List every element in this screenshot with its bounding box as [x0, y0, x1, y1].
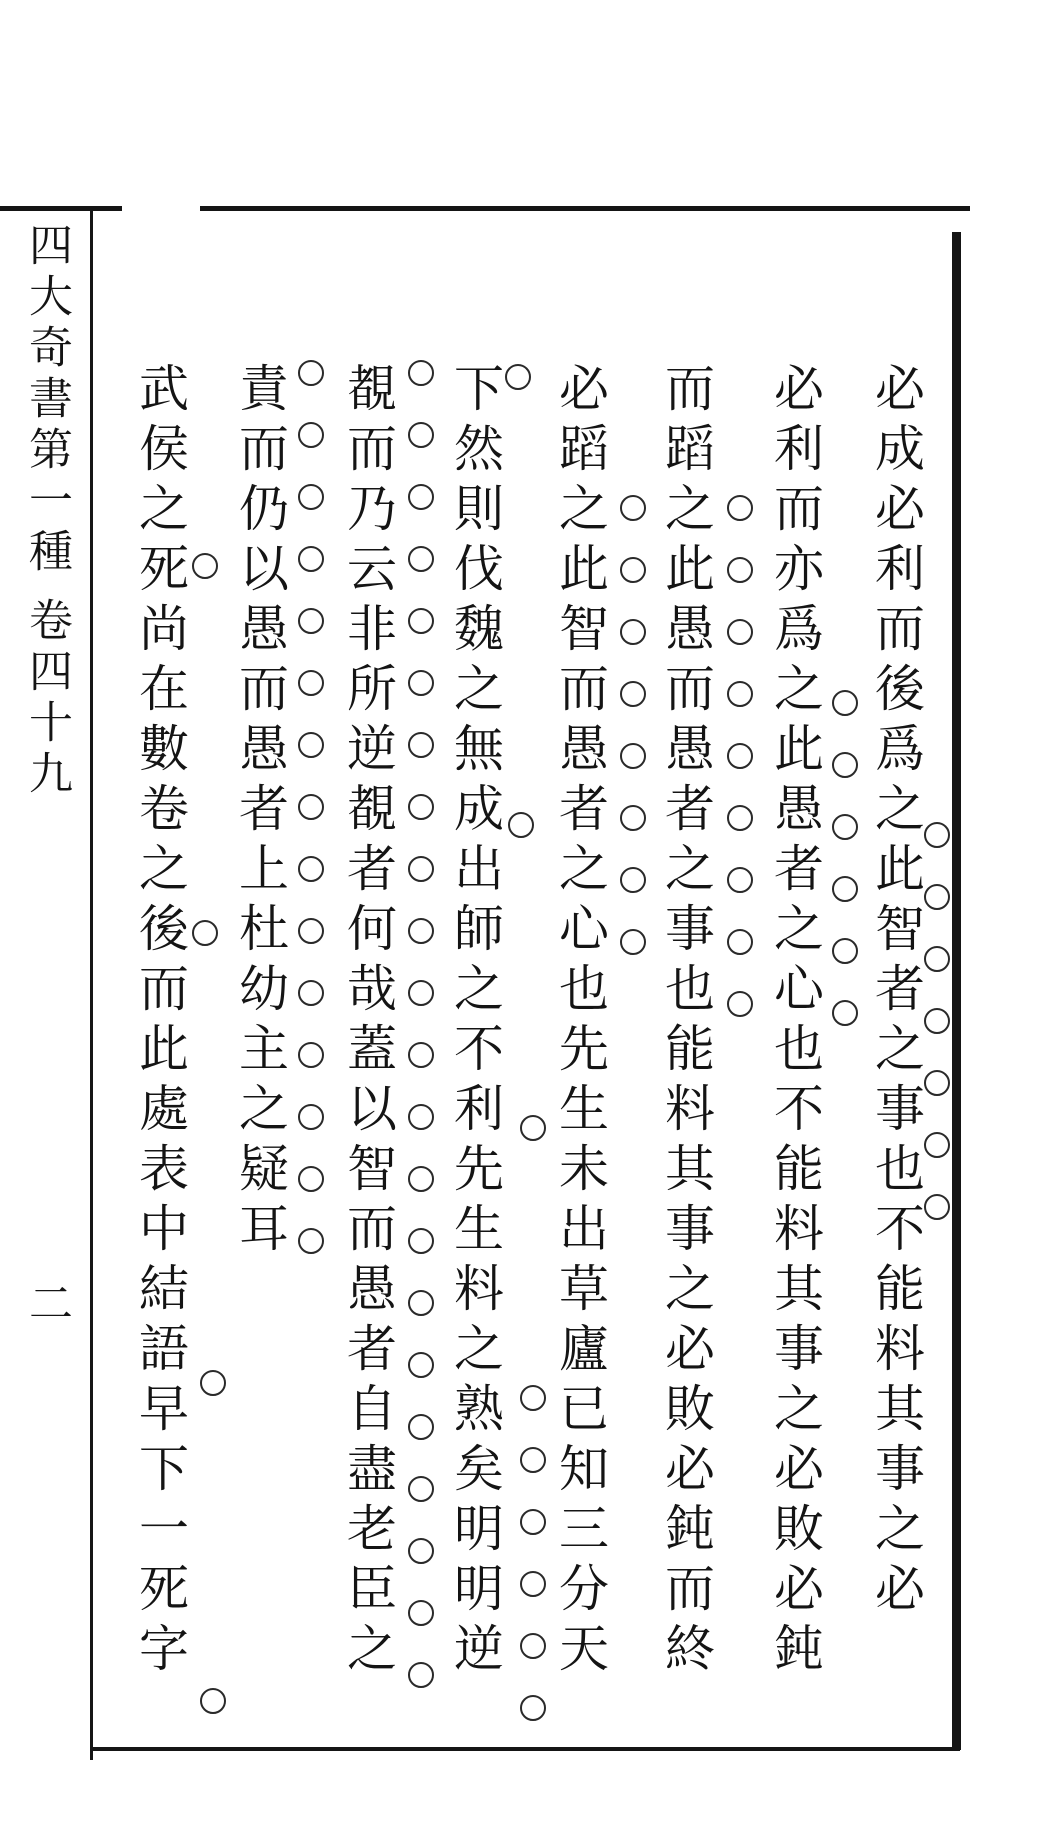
emphasis-circle [520, 1571, 546, 1597]
book-title: 四大奇書第一種卷四十九 [21, 222, 72, 801]
emphasis-circle [620, 805, 646, 831]
bottom-rule [90, 1747, 960, 1751]
emphasis-circle [408, 1600, 434, 1626]
emphasis-circle [408, 1290, 434, 1316]
emphasis-circle [298, 918, 324, 944]
emphasis-circle [832, 938, 858, 964]
emphasis-circle [620, 867, 646, 893]
emphasis-circle [408, 546, 434, 572]
emphasis-circle [727, 495, 753, 521]
text-column-2: 必利而亦爲之此愚者之心也不能料其事之必敗必鈍 [766, 362, 824, 1682]
volume-label: 卷四十九 [21, 597, 72, 801]
emphasis-circle [298, 670, 324, 696]
emphasis-circle [727, 681, 753, 707]
emphasis-circle [832, 690, 858, 716]
emphasis-circle [832, 1000, 858, 1026]
text-column-7: 責而仍以愚而愚者上杜幼主之疑耳 [231, 362, 289, 1262]
emphasis-circle [508, 812, 534, 838]
emphasis-circle [408, 980, 434, 1006]
emphasis-circle [620, 681, 646, 707]
emphasis-circle [408, 608, 434, 634]
emphasis-circle [620, 743, 646, 769]
emphasis-circle [200, 1370, 226, 1396]
top-rule-main [200, 206, 970, 211]
emphasis-circle [298, 546, 324, 572]
emphasis-circle [520, 1633, 546, 1659]
emphasis-circle [727, 743, 753, 769]
emphasis-circle [408, 918, 434, 944]
emphasis-circle [924, 822, 950, 848]
emphasis-circle [924, 884, 950, 910]
emphasis-circle [924, 946, 950, 972]
emphasis-circle [408, 856, 434, 882]
emphasis-circle [408, 1228, 434, 1254]
left-border [90, 210, 93, 1760]
emphasis-circle [408, 1538, 434, 1564]
emphasis-circle [408, 422, 434, 448]
emphasis-circle [408, 360, 434, 386]
emphasis-circle [727, 619, 753, 645]
emphasis-circle [924, 1008, 950, 1034]
emphasis-circle [408, 732, 434, 758]
emphasis-circle [298, 1042, 324, 1068]
emphasis-circle [298, 1228, 324, 1254]
emphasis-circle [298, 360, 324, 386]
emphasis-circle [408, 670, 434, 696]
emphasis-circle [505, 364, 531, 390]
text-column-8: 武侯之死尚在數卷之後而此處表中結語早下一死字 [131, 362, 189, 1682]
text-column-4: 必蹈之此智而愚者之心也先生未出草廬已知三分天 [551, 362, 609, 1682]
text-column-1: 必成必利而後爲之此智者之事也不能料其事之必 [867, 362, 925, 1622]
folio-number: 二 [21, 1280, 72, 1324]
emphasis-circle [620, 557, 646, 583]
emphasis-circle [408, 794, 434, 820]
emphasis-circle [298, 980, 324, 1006]
emphasis-circle [620, 929, 646, 955]
emphasis-circle [298, 856, 324, 882]
emphasis-circle [298, 422, 324, 448]
text-column-6: 覩而乃云非所逆覩者何哉蓋以智而愚者自盡老臣之 [339, 362, 397, 1682]
emphasis-circle [408, 1662, 434, 1688]
emphasis-circle [832, 814, 858, 840]
emphasis-circle [298, 732, 324, 758]
emphasis-circle [727, 805, 753, 831]
emphasis-circle [298, 794, 324, 820]
emphasis-circle [408, 1104, 434, 1130]
emphasis-circle [408, 1166, 434, 1192]
top-rule-left [0, 206, 122, 211]
emphasis-circle [298, 1166, 324, 1192]
emphasis-circle [408, 1042, 434, 1068]
emphasis-circle [520, 1447, 546, 1473]
emphasis-circle [298, 484, 324, 510]
emphasis-circle [832, 876, 858, 902]
emphasis-circle [727, 867, 753, 893]
emphasis-circle [620, 495, 646, 521]
emphasis-circle [727, 557, 753, 583]
text-column-3: 而蹈之此愚而愚者之事也能料其事之必敗必鈍而終 [657, 362, 715, 1682]
emphasis-circle [408, 1352, 434, 1378]
right-border [952, 232, 961, 1750]
emphasis-circle [924, 1194, 950, 1220]
emphasis-circle [832, 752, 858, 778]
emphasis-circle [200, 1688, 226, 1714]
emphasis-circle [408, 1414, 434, 1440]
emphasis-circle [520, 1115, 546, 1141]
emphasis-circle [924, 1132, 950, 1158]
emphasis-circle [298, 1104, 324, 1130]
emphasis-circle [192, 553, 218, 579]
emphasis-circle [727, 991, 753, 1017]
emphasis-circle [520, 1385, 546, 1411]
emphasis-circle [408, 1476, 434, 1502]
emphasis-circle [298, 608, 324, 634]
emphasis-circle [408, 484, 434, 510]
emphasis-circle [520, 1695, 546, 1721]
emphasis-circle [727, 929, 753, 955]
emphasis-circle [192, 920, 218, 946]
emphasis-circle [620, 619, 646, 645]
emphasis-circle [520, 1509, 546, 1535]
emphasis-circle [924, 1070, 950, 1096]
text-column-5: 下然則伐魏之無成出師之不利先生料之熟矣明明逆 [446, 362, 504, 1682]
